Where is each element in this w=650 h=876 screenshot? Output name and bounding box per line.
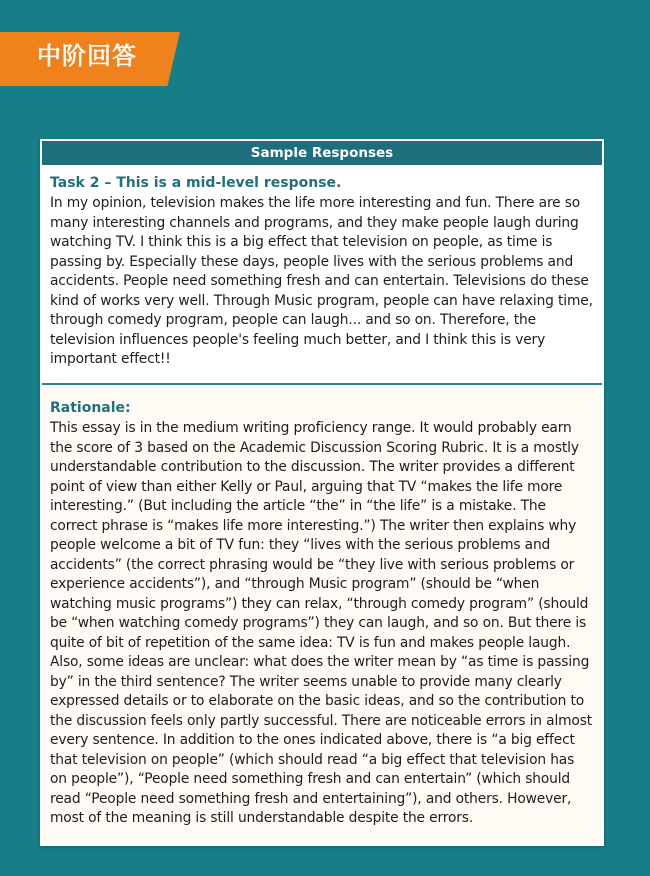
task-response-section — [42, 165, 602, 385]
task-response-text: In my opinion, television makes the life more interesting and fun. There are so many interesting channels and programs, and they make people laugh during watching TV. I think this is a big effect that television on people, as time is passing by. Especially these days, people lives with the serious problems and accidents. People need something fresh and can entertain. Televisions do these kind of works very well. Through Music program, people can have relaxing time, through comedy program, people can laugh... and so on. Therefore, the television influences people's feeling much better, and I think this is very important effect!! — [50, 195, 593, 367]
rationale-title: Rationale: — [50, 400, 131, 416]
rationale-section — [42, 385, 602, 844]
rationale-text: This essay is in the medium writing proficiency range. It would probably earn the score of 3 based on the Academic Discussion Scoring Rubric. It is a mostly understandable contribution to the discussion. The writer provides a different point of view than either Kelly or Paul, arguing that TV “makes the life more interesting.” (But including the article “the” in “the life” is a mistake. The correct phrase is “makes life more interesting.”) The writer then explains why people welcome a bit of TV fun: they “lives with the serious problems and accidents” (the correct phrasing would be “they live with serious problems or experience accidents”), and “through Music program” (should be “when watching music programs”) they can relax, “through comedy program” (should be “when watching comedy programs”) they can laugh, and so on. But there is quite of bit of repetition of the same idea: TV is fun and makes people laugh. Also, some ideas are unclear: what does the writer mean by “as time is passing by” in the third sentence? The writer seems unable to provide many clearly expressed details or to elaborate on the basic ideas, and so the contribution to the discussion feels only partly successful. There are noticeable errors in almost every sentence. In addition to the ones indicated above, there is “a big effect that television on people” (which should read “a big effect that television has on people”), “People need something fresh and can entertain” (which should read “People need something fresh and entertaining”), and others. However, most of the meaning is still understandable despite the errors. — [50, 420, 593, 826]
card-header: Sample Responses — [42, 141, 602, 165]
banner-label: 中阶回答 — [37, 42, 137, 70]
task-title: Task 2 – This is a mid-level response. — [50, 175, 342, 191]
sample-responses-card — [40, 139, 604, 846]
